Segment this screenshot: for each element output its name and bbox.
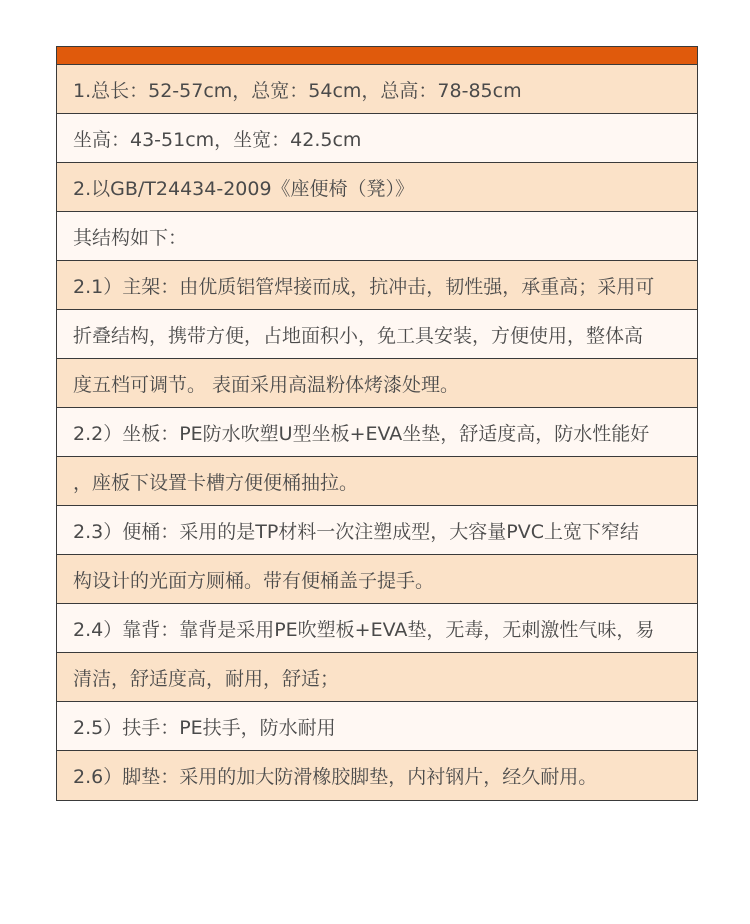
table-row	[57, 212, 697, 261]
table-row	[57, 751, 697, 800]
row-text: 2.2）坐板：PE防水吹塑U型坐板+EVA坐垫，舒适度高，防水性能好	[73, 422, 650, 445]
row-text: 2.1）主架：由优质铝管焊接而成，抗冲击，韧性强，承重高；采用可	[73, 275, 655, 298]
row-text: 度五档可调节。 表面采用高温粉体烤漆处理。	[73, 373, 460, 396]
table-row	[57, 457, 697, 506]
table-row	[57, 604, 697, 653]
table-row	[57, 408, 697, 457]
table-row	[57, 163, 697, 212]
row-text: 清洁，舒适度高，耐用，舒适；	[73, 667, 340, 690]
row-text: 2.4）靠背：靠背是采用PE吹塑板+EVA垫，无毒，无刺激性气味，易	[73, 618, 655, 641]
row-text: 折叠结构，携带方便，占地面积小，免工具安装，方便使用，整体高	[73, 324, 644, 347]
row-text: 2.6）脚垫：采用的加大防滑橡胶脚垫，内衬钢片，经久耐用。	[73, 766, 598, 788]
spec-table	[56, 46, 698, 801]
row-text: 2.5）扶手：PE扶手，防水耐用	[73, 716, 336, 739]
row-text: 构设计的光面方厕桶。带有便桶盖子提手。	[73, 569, 435, 592]
table-row	[57, 310, 697, 359]
table-row	[57, 65, 697, 114]
row-text: ，座板下设置卡槽方便便桶抽拉。	[73, 471, 359, 494]
row-text: 其结构如下：	[73, 226, 188, 249]
table-header-bar	[57, 47, 697, 65]
row-text: 坐高：43-51cm，坐宽：42.5cm	[73, 128, 362, 151]
row-text: 1.总长：52-57cm，总宽：54cm，总高：78-85cm	[73, 79, 522, 102]
table-row	[57, 555, 697, 604]
table-row	[57, 702, 697, 751]
table-row	[57, 114, 697, 163]
table-row	[57, 359, 697, 408]
row-text: 2.3）便桶：采用的是TP材料一次注塑成型，大容量PVC上宽下窄结	[73, 520, 640, 543]
table-row	[57, 506, 697, 555]
table-row	[57, 261, 697, 310]
table-row	[57, 653, 697, 702]
row-text: 2.以GB/T24434-2009《座便椅（凳）》	[73, 177, 415, 200]
